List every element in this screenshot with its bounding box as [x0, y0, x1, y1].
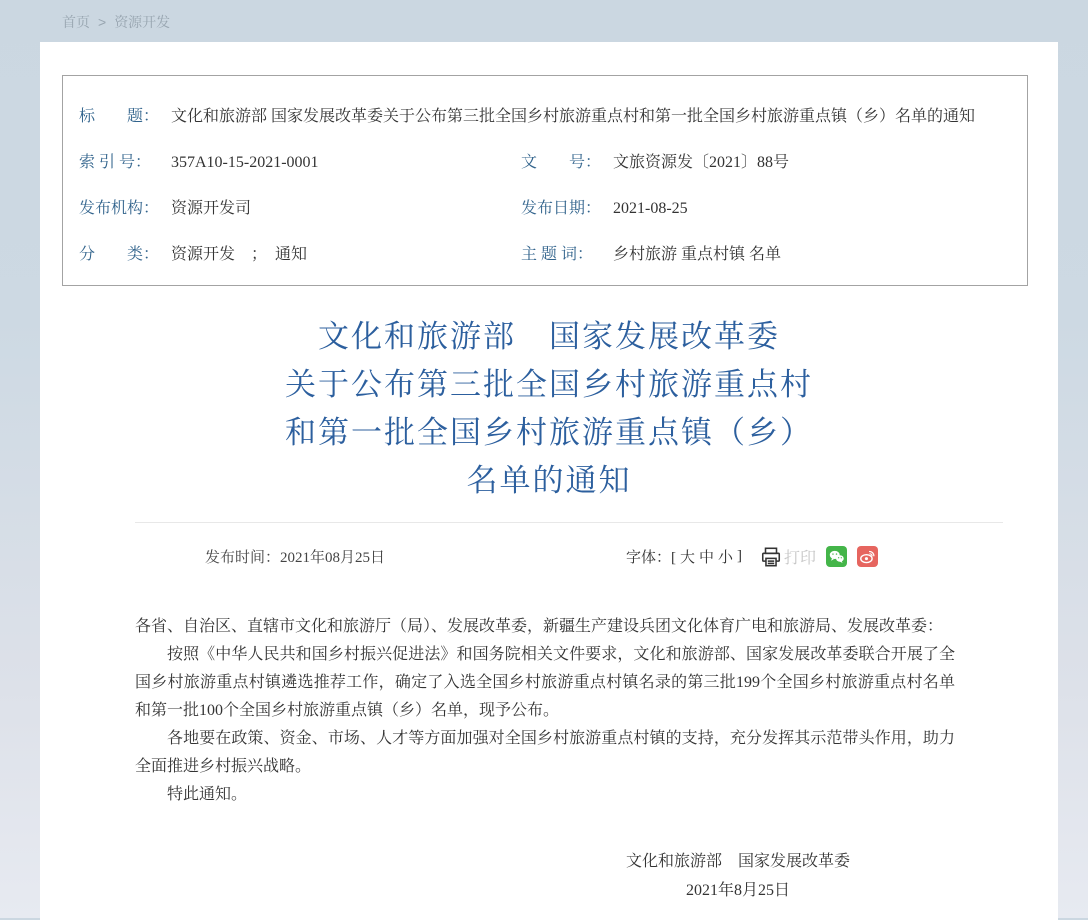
breadcrumb-home-link[interactable]: 首页 [62, 14, 90, 30]
meta-title-label: 标 题： [79, 107, 160, 125]
font-size-medium-button[interactable]: 中 [698, 550, 714, 566]
signature-org: 文化和旅游部 国家发展改革委 [625, 853, 850, 870]
meta-agency-value: 资源开发司 [171, 199, 252, 217]
meta-docno-label: 文 号： [521, 153, 602, 171]
meta-category-value: 资源开发 ； 通知 [171, 245, 308, 263]
notice-body [40, 613, 1058, 905]
meta-agency-label: 发布机构： [79, 199, 160, 217]
meta-pubdate-label: 发布日期： [521, 199, 602, 217]
breadcrumb [0, 0, 1088, 42]
document-title-line-3: 和第一批全国乡村旅游重点镇（乡） [285, 415, 813, 450]
meta-index-value: 357A10-15-2021-0001 [171, 153, 319, 171]
printer-icon [760, 546, 782, 568]
wechat-share-button[interactable] [826, 546, 847, 567]
meta-row-agency-date [79, 183, 1011, 229]
font-size-small-button[interactable]: 小 [717, 550, 733, 566]
signature-block [626, 847, 850, 905]
document-title-line-4: 名单的通知 [466, 463, 632, 498]
title-divider [135, 522, 1003, 523]
meta-row-title [79, 91, 1011, 137]
meta-keywords-value: 乡村旅游 重点村镇 名单 [613, 245, 782, 263]
print-button[interactable] [760, 545, 816, 568]
font-size-prefix: 字体：[ [625, 550, 676, 566]
meta-row-category-keywords [79, 229, 1011, 275]
meta-index-label: 索 引 号： [79, 153, 152, 171]
weibo-share-button[interactable] [857, 546, 878, 567]
weibo-icon [859, 548, 876, 565]
notice-paragraph-1: 按照《中华人民共和国乡村振兴促进法》和国务院相关文件要求，文化和旅游部、国家发展改革委联合开展了全国乡村旅游重点村镇遴选推荐工作，确定了入选全国乡村旅游重点村镇名录的第三批199个全国乡村旅游重点村名单和第一批100个全国乡村旅游重点镇（乡）名单，现予公布。 [135, 646, 955, 719]
wechat-icon [828, 548, 845, 565]
meta-docno-value: 文旅资源发〔2021〕88号 [613, 153, 790, 171]
content-card [40, 42, 1058, 920]
signature-date: 2021年8月25日 [685, 882, 790, 899]
notice-paragraph-2: 各地要在政策、资金、市场、人才等方面加强对全国乡村旅游重点村镇的支持，充分发挥其示范带头作用，助力全面推进乡村振兴战略。 [135, 730, 955, 775]
document-meta-table [62, 75, 1028, 286]
notice-salutation: 各省、自治区、直辖市文化和旅游厅（局）、发展改革委，新疆生产建设兵团文化体育广电和旅游局、发展改革委： [135, 618, 944, 635]
breadcrumb-current-link[interactable]: 资源开发 [114, 14, 171, 30]
breadcrumb-separator: > [98, 14, 107, 30]
meta-title-value: 文化和旅游部 国家发展改革委关于公布第三批全国乡村旅游重点村和第一批全国乡村旅游重点镇（乡）名单的通知 [171, 107, 976, 125]
document-title-line-2: 关于公布第三批全国乡村旅游重点村 [285, 367, 813, 402]
document-title [40, 313, 1058, 505]
print-button-label: 打印 [783, 550, 816, 567]
document-title-line-1: 文化和旅游部 国家发展改革委 [318, 319, 780, 354]
meta-category-label: 分 类： [79, 245, 160, 263]
meta-keywords-label: 主 题 词： [521, 245, 594, 263]
meta-pubdate-value: 2021-08-25 [613, 199, 688, 217]
font-size-suffix: ] [736, 548, 742, 564]
font-size-large-button[interactable]: 大 [679, 550, 695, 566]
notice-paragraph-3: 特此通知。 [167, 786, 248, 803]
meta-row-index-docno [79, 137, 1011, 183]
publish-info-row [40, 545, 1058, 568]
publish-time: 发布时间：2021年08月25日 [205, 550, 386, 566]
